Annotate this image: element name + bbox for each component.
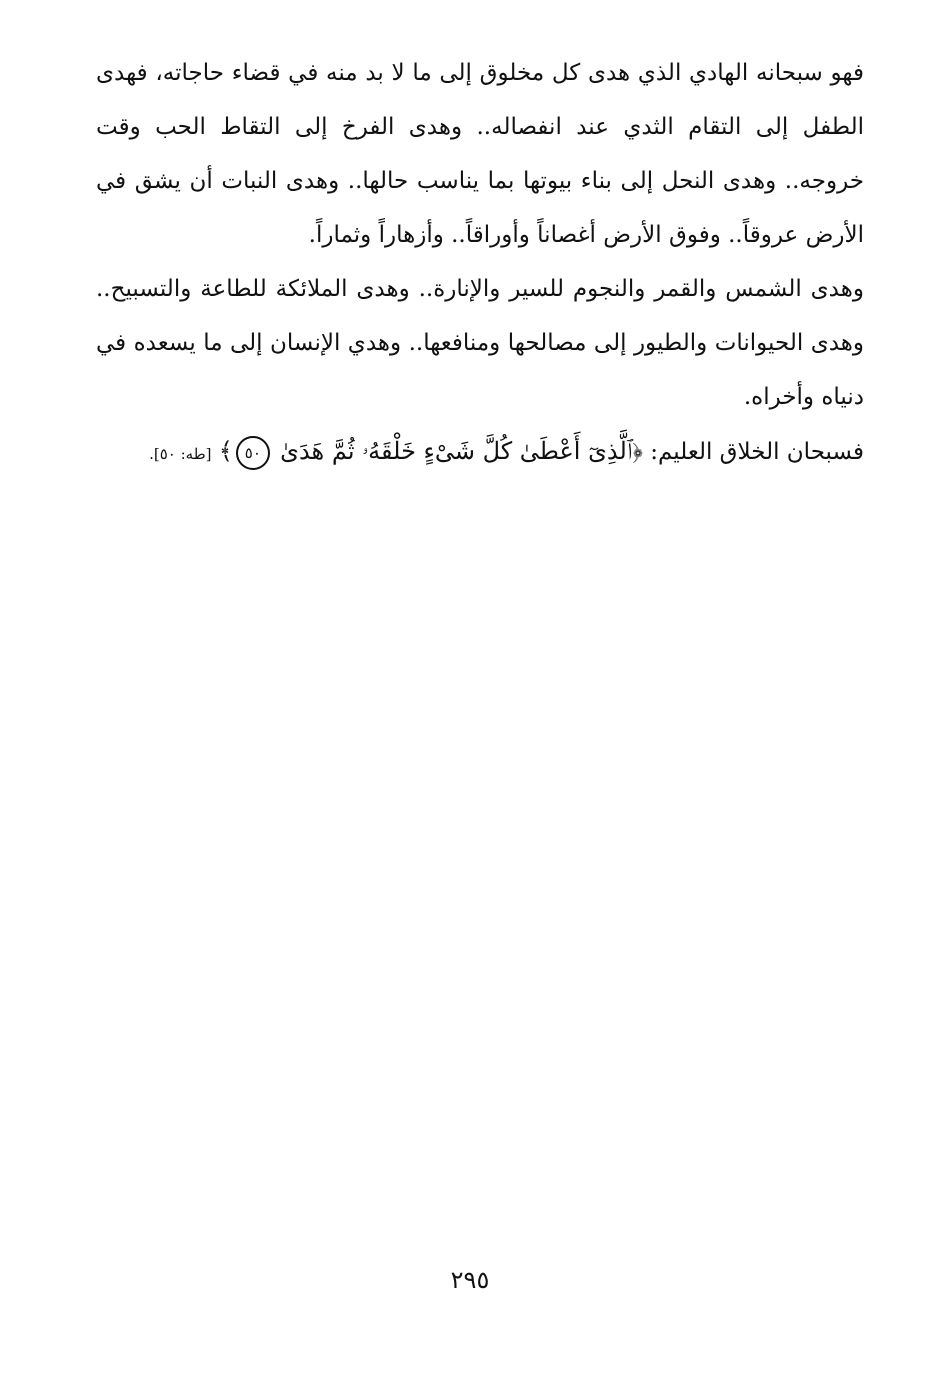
paragraph-1: فهو سبحانه الهادي الذي هدى كل مخلوق إلى ما لا بد منه في قضاء حاجاته، فهدى الطفل إلى التقام الثدي عند انفصاله.. وهدى الفرخ إلى التقاط الحب وقت خروجه.. وهدى النحل إلى بناء بيوتها بما يناسب حالها.. وهدى النبات أن يشق في الأرض عروقاً.. وفوق الأرض أغصاناً وأوراقاً.. وأزهاراً وثماراً. <box>96 60 864 248</box>
closing-line <box>96 424 864 481</box>
body-text <box>96 46 864 481</box>
page-number: ٢٩٥ <box>450 1266 490 1294</box>
verse-close-bracket: ﴾ <box>218 437 233 465</box>
paragraph-2: وهدى الشمس والقمر والنجوم للسير والإنارة.. وهدى الملائكة للطاعة والتسبيح.. وهدى الحيوانات والطيور إلى مصالحها ومنافعها.. وهدي الإنسان إلى ما يسعده في دنياه وأخراه. <box>96 276 864 410</box>
verse-reference: [طه: ٥٠]. <box>149 445 212 463</box>
quran-verse: ﴿ٱلَّذِىٓ أَعْطَىٰ كُلَّ شَىْءٍ خَلْقَهُۥ ثُمَّ هَدَىٰ <box>280 437 643 465</box>
closing-intro: فسبحان الخلاق العليم: <box>650 439 864 465</box>
verse-number-marker: ٥٠ <box>236 436 270 470</box>
